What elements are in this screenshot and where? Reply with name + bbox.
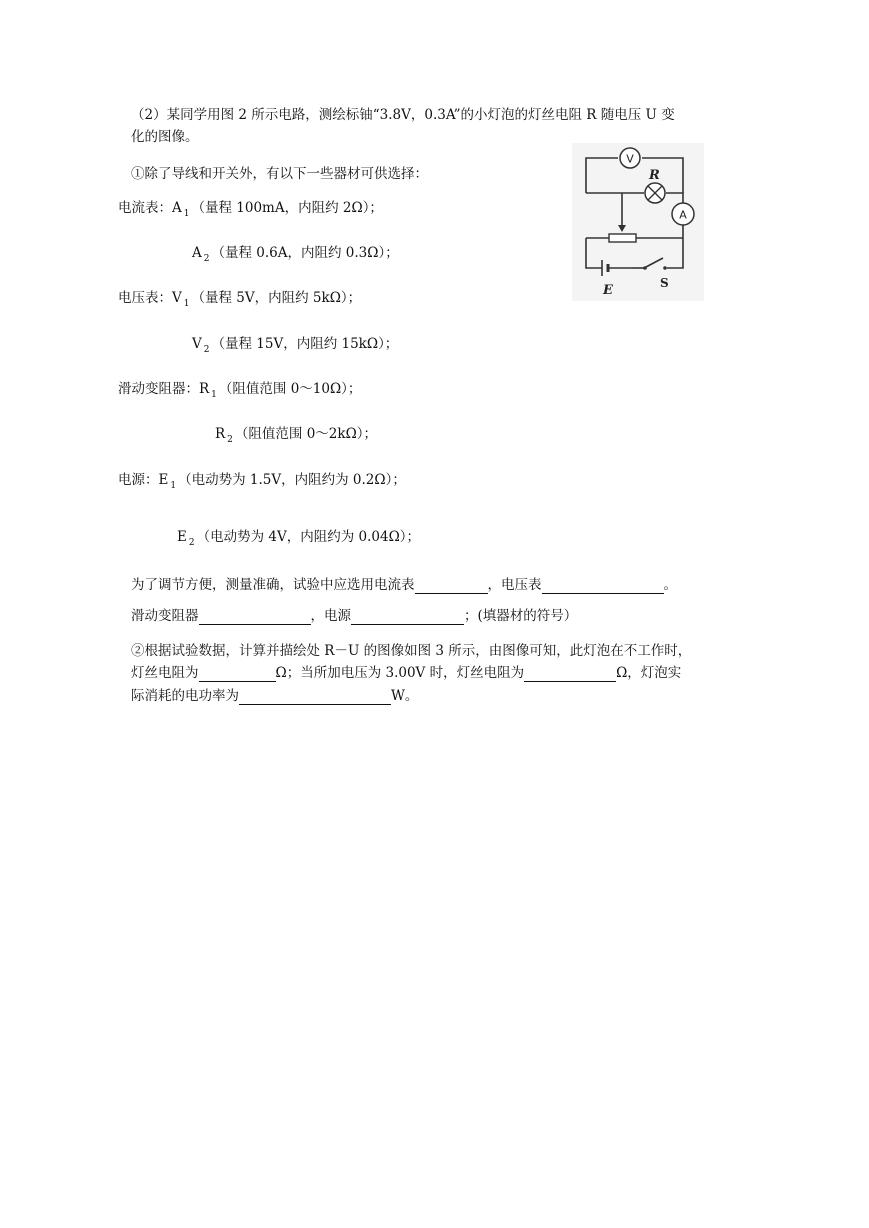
r1-subscript: 1 (211, 390, 217, 400)
r1-symbol: R (199, 381, 210, 397)
v2-symbol: V (192, 336, 202, 352)
q2-unit-1: Ω (275, 665, 287, 681)
blank-source[interactable] (351, 610, 464, 625)
q2-text-c: ，灯泡实 (627, 665, 682, 681)
v1-symbol: V (172, 290, 182, 306)
blank-ammeter[interactable] (415, 579, 488, 594)
ammeter-label: 电流表： (118, 200, 172, 216)
voltmeter-label: V (626, 152, 634, 166)
question-2-line-1: ②根据试验数据，计算并描绘处 R－U 的图像如图 3 所示，由图像可知，此灯泡在不工作时， (131, 643, 692, 659)
source-label: 电源： (118, 472, 159, 488)
e1-desc: （电动势为 1.5V，内阻约为 0.2 (178, 472, 375, 488)
q2-text-e: W。 (391, 688, 419, 704)
q2-text-b: ；当所加电压为 3.00V 时，灯丝电阻为 (286, 665, 525, 681)
blank-hot-resistance[interactable] (524, 667, 616, 682)
e2-symbol: E (177, 529, 187, 545)
v1-unit: Ω (329, 290, 341, 306)
a1-desc: （量程 100mA，内阻约 2 (191, 200, 352, 216)
v1-end: ）； (340, 290, 362, 306)
source-label: E (603, 283, 613, 298)
e2-desc: （电动势为 4V，内阻约为 0.04 (196, 529, 389, 545)
select-text-end: 。 (663, 577, 677, 593)
question-2-line-3 (131, 687, 418, 705)
a2-subscript: 2 (203, 254, 210, 264)
a2-symbol: A (192, 245, 202, 261)
a1-subscript: 1 (183, 209, 190, 219)
e2-unit: Ω (388, 529, 400, 545)
a1-end: ）； (362, 200, 383, 216)
question-2-line-2 (131, 664, 681, 682)
r2-subscript: 2 (227, 435, 233, 445)
voltmeter-v1-line (118, 289, 361, 309)
r1-end: ）； (341, 381, 362, 397)
circuit-figure (572, 143, 704, 301)
voltmeter-v2-line (192, 335, 398, 355)
rheostat-symbol (609, 234, 636, 242)
switch-contact-right (663, 266, 667, 270)
r2-unit: Ω (345, 426, 357, 442)
e2-end: ）； (399, 529, 421, 545)
v1-subscript: 1 (183, 299, 190, 309)
r2-desc: （阻值范围 0～2k (234, 426, 346, 442)
v2-end: ）； (378, 336, 399, 352)
source-e2-line (177, 528, 420, 548)
source-e1-line (118, 471, 406, 491)
q2-unit-2: Ω (616, 665, 628, 681)
q2-text-a: 灯丝电阻为 (131, 665, 199, 681)
a2-end: ）； (378, 245, 399, 261)
rheostat-r2-line (215, 425, 377, 445)
a2-unit: Ω (367, 245, 379, 261)
v2-subscript: 2 (203, 345, 210, 355)
selection-line-1 (131, 576, 677, 594)
a1-unit: Ω (351, 200, 363, 216)
r1-unit: Ω (329, 381, 342, 397)
ammeter-label: A (679, 208, 687, 222)
select-text-voltmeter: ，电压表 (487, 577, 542, 593)
voltmeter-label: 电压表： (118, 290, 172, 306)
blank-rheostat[interactable] (199, 610, 311, 625)
blank-power[interactable] (239, 690, 391, 705)
lamp-label: R (649, 168, 660, 183)
select-text-ammeter: 为了调节方便，测量准确，试验中应选用电流表 (131, 577, 415, 593)
r2-end: ）； (356, 426, 378, 442)
rheostat-label: 滑动变阻器： (118, 381, 199, 397)
v2-unit: Ω (366, 336, 379, 352)
v1-desc: （量程 5V，内阻约 5k (191, 290, 330, 306)
e1-subscript: 1 (170, 481, 177, 491)
a2-desc: （量程 0.6A，内阻约 0.3 (211, 245, 368, 261)
select-text-rheostat: 滑动变阻器 (131, 608, 199, 624)
ammeter-a1-line (118, 199, 383, 219)
select-text-note: ；(填器材的符号） (464, 608, 578, 624)
e1-unit: Ω (374, 472, 386, 488)
select-text-source: ，电源 (310, 608, 351, 624)
r1-desc: （阻值范围 0～10 (218, 381, 330, 397)
circuit-diagram (572, 143, 704, 301)
r2-symbol: R (215, 426, 226, 442)
blank-cold-resistance[interactable] (199, 667, 276, 682)
ammeter-a2-line (192, 244, 399, 264)
rheostat-r1-line (118, 380, 361, 400)
intro-line-2: 化的图像。 (131, 129, 199, 145)
a1-symbol: A (172, 200, 182, 216)
question-1-intro: ①除了导线和开关外，有以下一些器材可供选择： (131, 166, 428, 182)
e1-end: ）； (385, 472, 406, 488)
q2-text-d: 际消耗的电功率为 (131, 688, 239, 704)
e1-symbol: E (158, 472, 169, 488)
selection-line-2 (131, 607, 577, 625)
intro-line-1: （2）某同学用图 2 所示电路，测绘标铀“3.8V，0.3A”的小灯泡的灯丝电阻 R 随电压 U 变 (131, 107, 675, 123)
v2-desc: （量程 15V，内阻约 15k (211, 336, 367, 352)
switch-label: S (660, 276, 669, 290)
e2-subscript: 2 (188, 538, 195, 548)
blank-voltmeter[interactable] (542, 579, 664, 594)
